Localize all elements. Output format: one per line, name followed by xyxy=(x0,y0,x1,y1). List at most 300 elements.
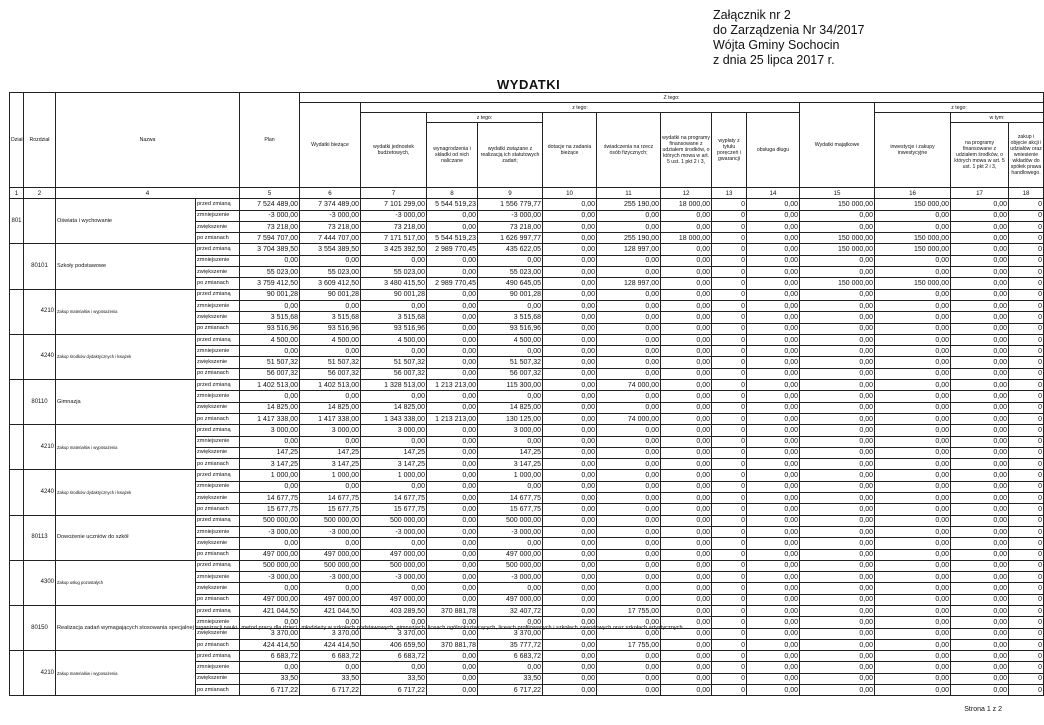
amount-cell: 0,00 xyxy=(800,368,875,379)
row-type-label: przed zmianą xyxy=(196,515,240,526)
col-swiadczenia: świadczenia na rzecz osób fizycznych; xyxy=(597,113,661,188)
amount-cell: 0 xyxy=(712,639,747,650)
amount-cell: 0,00 xyxy=(800,639,875,650)
amount-cell: 0,00 xyxy=(747,413,800,424)
amount-cell: 3 370,00 xyxy=(300,628,361,639)
amount-cell: 0,00 xyxy=(543,605,597,616)
amount-cell: 0,00 xyxy=(240,662,300,673)
amount-cell: 0,00 xyxy=(875,267,951,278)
amount-cell: 0 xyxy=(712,662,747,673)
amount-cell: 0 xyxy=(712,233,747,244)
row-type-label: zmniejszenie xyxy=(196,481,240,492)
amount-cell: 0,00 xyxy=(875,685,951,696)
col-obsluga: obsługa długu xyxy=(747,113,800,188)
amount-cell: 0,00 xyxy=(951,481,1009,492)
amount-cell: 0,00 xyxy=(951,221,1009,232)
amount-cell: 500 000,00 xyxy=(478,560,543,571)
amount-cell: 0,00 xyxy=(800,617,875,628)
amount-cell: 0,00 xyxy=(747,685,800,696)
amount-cell: 0,00 xyxy=(427,662,478,673)
amount-cell: 5 544 519,23 xyxy=(427,199,478,210)
row-type-label: po zmianach xyxy=(196,594,240,605)
amount-cell: 0,00 xyxy=(661,323,712,334)
amount-cell: 0,00 xyxy=(597,221,661,232)
amount-cell: -3 000,00 xyxy=(478,572,543,583)
amount-cell: 0,00 xyxy=(543,538,597,549)
row-type-label: po zmianach xyxy=(196,549,240,560)
item-name: Zakup usług pozostałych xyxy=(56,560,196,605)
amount-cell: 0,00 xyxy=(597,515,661,526)
amount-cell: 0 xyxy=(1009,267,1044,278)
amount-cell: 0 xyxy=(1009,481,1044,492)
amount-cell: 0,00 xyxy=(747,605,800,616)
amount-cell: 0,00 xyxy=(543,481,597,492)
row-type-label: zwiększenie xyxy=(196,673,240,684)
amount-cell: 0,00 xyxy=(661,628,712,639)
amount-cell: 0,00 xyxy=(543,504,597,515)
amount-cell: -3 000,00 xyxy=(240,526,300,537)
amount-cell: 500 000,00 xyxy=(478,515,543,526)
amount-cell: 15 677,75 xyxy=(300,504,361,515)
amount-cell: 0 xyxy=(1009,255,1044,266)
amount-cell: 0,00 xyxy=(951,278,1009,289)
amount-cell: 0,00 xyxy=(597,685,661,696)
amount-cell: 0,00 xyxy=(543,673,597,684)
row-type-label: po zmianach xyxy=(196,459,240,470)
amount-cell: 406 659,50 xyxy=(361,639,427,650)
amount-cell: 0,00 xyxy=(543,233,597,244)
rozdzial-code: 4240 xyxy=(24,334,56,379)
amount-cell: 0 xyxy=(1009,199,1044,210)
amount-cell: 0,00 xyxy=(427,459,478,470)
amount-cell: 0,00 xyxy=(543,459,597,470)
amount-cell: 0 xyxy=(1009,368,1044,379)
amount-cell: 0,00 xyxy=(597,357,661,368)
amount-cell: 0,00 xyxy=(300,391,361,402)
attachment-header xyxy=(713,8,864,68)
amount-cell: 0,00 xyxy=(875,210,951,221)
amount-cell: 0,00 xyxy=(800,481,875,492)
amount-cell: 0,00 xyxy=(661,402,712,413)
amount-cell: 0,00 xyxy=(427,402,478,413)
amount-cell: 55 023,00 xyxy=(240,267,300,278)
amount-cell: 0 xyxy=(1009,493,1044,504)
row-type-label: po zmianach xyxy=(196,685,240,696)
amount-cell: 3 515,68 xyxy=(240,312,300,323)
amount-cell: 0,00 xyxy=(747,459,800,470)
amount-cell: 497 000,00 xyxy=(478,594,543,605)
item-name: Zakup środków dydaktycznych i książek xyxy=(56,470,196,515)
amount-cell: 0,00 xyxy=(800,673,875,684)
amount-cell: 0,00 xyxy=(800,210,875,221)
amount-cell: 0,00 xyxy=(361,662,427,673)
amount-cell: 0,00 xyxy=(427,572,478,583)
amount-cell: 0,00 xyxy=(747,481,800,492)
amount-cell: 0,00 xyxy=(427,673,478,684)
amount-cell: 0,00 xyxy=(800,662,875,673)
amount-cell: 0,00 xyxy=(800,605,875,616)
amount-cell: 0,00 xyxy=(747,300,800,311)
amount-cell: 0,00 xyxy=(951,504,1009,515)
amount-cell: 3 515,68 xyxy=(361,312,427,323)
amount-cell: 0,00 xyxy=(427,549,478,560)
row-type-label: przed zmianą xyxy=(196,380,240,391)
col-z-tego-jednostek: z tego: xyxy=(427,113,543,123)
amount-cell: 0,00 xyxy=(597,673,661,684)
amount-cell: 497 000,00 xyxy=(300,594,361,605)
amount-cell: 0,00 xyxy=(240,538,300,549)
amount-cell: 0,00 xyxy=(875,493,951,504)
amount-cell: 0 xyxy=(712,289,747,300)
amount-cell: 150 000,00 xyxy=(875,233,951,244)
rozdzial-code: 80150 xyxy=(24,605,56,650)
amount-cell: 0,00 xyxy=(661,244,712,255)
amount-cell: 33,50 xyxy=(361,673,427,684)
amount-cell: 0,00 xyxy=(427,357,478,368)
amount-cell: 0,00 xyxy=(543,628,597,639)
amount-cell: 0,00 xyxy=(800,323,875,334)
item-name: Dowożenie uczniów do szkół xyxy=(56,515,196,560)
amount-cell: 7 444 707,00 xyxy=(300,233,361,244)
amount-cell: 0,00 xyxy=(747,662,800,673)
amount-cell: 3 425 392,50 xyxy=(361,244,427,255)
dzial-code xyxy=(10,380,24,425)
amount-cell: 0 xyxy=(712,199,747,210)
amount-cell: 0,00 xyxy=(875,380,951,391)
amount-cell: 0,00 xyxy=(597,255,661,266)
amount-cell: 3 370,00 xyxy=(361,628,427,639)
amount-cell: 0,00 xyxy=(875,255,951,266)
amount-cell: 0,00 xyxy=(747,515,800,526)
amount-cell: 0,00 xyxy=(427,255,478,266)
amount-cell: 0 xyxy=(1009,323,1044,334)
amount-cell: 0,00 xyxy=(597,323,661,334)
amount-cell: 0 xyxy=(712,459,747,470)
row-type-label: zmniejszenie xyxy=(196,572,240,583)
amount-cell: 0,00 xyxy=(543,526,597,537)
amount-cell: 0,00 xyxy=(951,380,1009,391)
amount-cell: 15 677,75 xyxy=(361,504,427,515)
amount-cell: 0,00 xyxy=(747,255,800,266)
amount-cell: 0,00 xyxy=(543,289,597,300)
amount-cell: 0,00 xyxy=(800,459,875,470)
amount-cell: 0,00 xyxy=(800,289,875,300)
amount-cell: 0 xyxy=(712,504,747,515)
amount-cell: 0,00 xyxy=(747,526,800,537)
amount-cell: -3 000,00 xyxy=(361,210,427,221)
col-plan: Plan xyxy=(240,93,300,188)
amount-cell: 0,00 xyxy=(875,504,951,515)
amount-cell: 0,00 xyxy=(427,425,478,436)
amount-cell: -3 000,00 xyxy=(361,572,427,583)
row-type-label: zwiększenie xyxy=(196,357,240,368)
amount-cell: 93 516,96 xyxy=(300,323,361,334)
amount-cell: 0,00 xyxy=(361,617,427,628)
amount-cell: 500 000,00 xyxy=(240,560,300,571)
amount-cell: 0,00 xyxy=(747,493,800,504)
item-name: Gimnazja xyxy=(56,380,196,425)
amount-cell: 4 500,00 xyxy=(300,334,361,345)
amount-cell: 0,00 xyxy=(661,504,712,515)
col-index: 1 xyxy=(10,188,24,199)
amount-cell: 4 500,00 xyxy=(240,334,300,345)
amount-cell: 497 000,00 xyxy=(478,549,543,560)
amount-cell: 0,00 xyxy=(800,436,875,447)
amount-cell: 0,00 xyxy=(747,673,800,684)
amount-cell: 147,25 xyxy=(300,447,361,458)
amount-cell: 0,00 xyxy=(661,300,712,311)
dzial-code xyxy=(10,560,24,605)
rozdzial-code: 4210 xyxy=(24,651,56,696)
amount-cell: 0,00 xyxy=(300,346,361,357)
amount-cell: 0,00 xyxy=(800,560,875,571)
amount-cell: 130 125,00 xyxy=(478,413,543,424)
amount-cell: 0 xyxy=(712,346,747,357)
col-programy: wydatki na programy finansowane z udziałem środków, o których mowa w art. 5 ust. 1 pkt 2 i 3, xyxy=(661,113,712,188)
amount-cell: 0,00 xyxy=(951,662,1009,673)
table-row xyxy=(10,425,1044,436)
amount-cell: 0,00 xyxy=(543,244,597,255)
amount-cell: 0,00 xyxy=(747,334,800,345)
amount-cell: 0,00 xyxy=(597,267,661,278)
amount-cell: 0,00 xyxy=(800,526,875,537)
amount-cell: 0 xyxy=(1009,346,1044,357)
amount-cell: 0,00 xyxy=(427,515,478,526)
issue-date: z dnia 25 lipca 2017 r. xyxy=(713,53,835,67)
amount-cell: 3 515,68 xyxy=(300,312,361,323)
amount-cell: 0 xyxy=(712,334,747,345)
rozdzial-code: 80101 xyxy=(24,244,56,289)
amount-cell: 6 683,72 xyxy=(478,651,543,662)
amount-cell: 0,00 xyxy=(747,470,800,481)
amount-cell: 0,00 xyxy=(747,267,800,278)
amount-cell: 128 997,00 xyxy=(597,244,661,255)
amount-cell: 150 000,00 xyxy=(875,199,951,210)
amount-cell: 14 677,75 xyxy=(361,493,427,504)
amount-cell: 0,00 xyxy=(543,425,597,436)
amount-cell: 0,00 xyxy=(597,549,661,560)
amount-cell: 0 xyxy=(1009,470,1044,481)
amount-cell: 0 xyxy=(712,685,747,696)
amount-cell: 0,00 xyxy=(951,673,1009,684)
amount-cell: 56 007,32 xyxy=(478,368,543,379)
amount-cell: 90 001,28 xyxy=(240,289,300,300)
table-header xyxy=(10,93,1044,199)
amount-cell: 0,00 xyxy=(875,323,951,334)
amount-cell: 0,00 xyxy=(300,583,361,594)
table-row xyxy=(10,560,1044,571)
amount-cell: -3 000,00 xyxy=(361,526,427,537)
amount-cell: 0,00 xyxy=(951,617,1009,628)
amount-cell: 0,00 xyxy=(747,380,800,391)
amount-cell: 0,00 xyxy=(747,210,800,221)
amount-cell: 0,00 xyxy=(240,346,300,357)
amount-cell: 147,25 xyxy=(240,447,300,458)
amount-cell: 0,00 xyxy=(661,538,712,549)
table-row xyxy=(10,605,1044,616)
amount-cell: 0,00 xyxy=(800,334,875,345)
table-row xyxy=(10,470,1044,481)
amount-cell: 3 759 412,50 xyxy=(240,278,300,289)
amount-cell: 0,00 xyxy=(478,391,543,402)
amount-cell: 1 402 513,00 xyxy=(300,380,361,391)
amount-cell: 0 xyxy=(1009,221,1044,232)
amount-cell: 0,00 xyxy=(427,493,478,504)
amount-cell: 0,00 xyxy=(951,436,1009,447)
amount-cell: 0,00 xyxy=(747,628,800,639)
amount-cell: 0,00 xyxy=(427,651,478,662)
amount-cell: 0,00 xyxy=(951,560,1009,571)
col-index: 16 xyxy=(875,188,951,199)
amount-cell: 0,00 xyxy=(478,583,543,594)
amount-cell: -3 000,00 xyxy=(300,526,361,537)
amount-cell: 0,00 xyxy=(747,346,800,357)
col-index: 15 xyxy=(800,188,875,199)
amount-cell: 150 000,00 xyxy=(800,244,875,255)
col-index: 7 xyxy=(361,188,427,199)
amount-cell: 0,00 xyxy=(597,572,661,583)
amount-cell: 0 xyxy=(712,493,747,504)
table-row xyxy=(10,289,1044,300)
amount-cell: 0 xyxy=(712,255,747,266)
amount-cell: 0,00 xyxy=(661,481,712,492)
amount-cell: 0,00 xyxy=(661,459,712,470)
amount-cell: 0,00 xyxy=(427,470,478,481)
amount-cell: 0,00 xyxy=(875,312,951,323)
amount-cell: 33,50 xyxy=(240,673,300,684)
col-index: 8 xyxy=(427,188,478,199)
amount-cell: 0,00 xyxy=(747,368,800,379)
amount-cell: 0 xyxy=(1009,583,1044,594)
amount-cell: 150 000,00 xyxy=(875,278,951,289)
amount-cell: 0,00 xyxy=(478,617,543,628)
amount-cell: 0,00 xyxy=(747,233,800,244)
amount-cell: 0 xyxy=(712,413,747,424)
regulation-number: do Zarządzenia Nr 34/2017 xyxy=(713,23,865,37)
amount-cell: 0,00 xyxy=(661,221,712,232)
amount-cell: 0,00 xyxy=(361,346,427,357)
amount-cell: -3 000,00 xyxy=(300,572,361,583)
amount-cell: 0 xyxy=(712,357,747,368)
amount-cell: 0,00 xyxy=(543,549,597,560)
col-index: 5 xyxy=(240,188,300,199)
amount-cell: 0,00 xyxy=(427,436,478,447)
dzial-code xyxy=(10,470,24,515)
amount-cell: 0,00 xyxy=(478,346,543,357)
row-type-label: zmniejszenie xyxy=(196,391,240,402)
amount-cell: 0 xyxy=(712,368,747,379)
amount-cell: 0,00 xyxy=(427,346,478,357)
amount-cell: 0,00 xyxy=(240,255,300,266)
amount-cell: 0 xyxy=(712,323,747,334)
amount-cell: 0 xyxy=(1009,515,1044,526)
amount-cell: 424 414,50 xyxy=(300,639,361,650)
amount-cell: 17 755,00 xyxy=(597,639,661,650)
row-type-label: po zmianach xyxy=(196,413,240,424)
amount-cell: 0,00 xyxy=(661,515,712,526)
col-zakup-akcji: zakup i objęcie akcji i udziałów oraz wniesienie wkładów do spółek prawa handlowego. xyxy=(1009,123,1044,188)
amount-cell: 0,00 xyxy=(427,312,478,323)
amount-cell: 7 374 489,00 xyxy=(300,199,361,210)
amount-cell: 15 677,75 xyxy=(478,504,543,515)
amount-cell: 0,00 xyxy=(800,402,875,413)
row-type-label: zwiększenie xyxy=(196,628,240,639)
amount-cell: 255 190,00 xyxy=(597,199,661,210)
amount-cell: 2 989 770,45 xyxy=(427,278,478,289)
amount-cell: 0,00 xyxy=(875,639,951,650)
amount-cell: 73 218,00 xyxy=(478,221,543,232)
amount-cell: 51 507,32 xyxy=(361,357,427,368)
amount-cell: 0,00 xyxy=(951,413,1009,424)
amount-cell: 93 516,96 xyxy=(361,323,427,334)
amount-cell: 0,00 xyxy=(800,267,875,278)
amount-cell: 0,00 xyxy=(951,210,1009,221)
amount-cell: 33,50 xyxy=(478,673,543,684)
amount-cell: 0,00 xyxy=(875,526,951,537)
amount-cell: 0 xyxy=(1009,685,1044,696)
amount-cell: 0,00 xyxy=(875,605,951,616)
amount-cell: 0,00 xyxy=(543,391,597,402)
rozdzial-code: 4210 xyxy=(24,425,56,470)
amount-cell: 0,00 xyxy=(875,673,951,684)
amount-cell: 0,00 xyxy=(951,549,1009,560)
amount-cell: 0 xyxy=(712,447,747,458)
amount-cell: 0,00 xyxy=(800,380,875,391)
amount-cell: 0,00 xyxy=(800,628,875,639)
col-index: 14 xyxy=(747,188,800,199)
col-rozdzial: Rozdział xyxy=(24,93,56,188)
amount-cell: 0 xyxy=(1009,673,1044,684)
amount-cell: 0,00 xyxy=(875,470,951,481)
amount-cell: 0,00 xyxy=(543,346,597,357)
amount-cell: 0,00 xyxy=(427,221,478,232)
amount-cell: 0,00 xyxy=(240,481,300,492)
amount-cell: 0,00 xyxy=(661,493,712,504)
amount-cell: 255 190,00 xyxy=(597,233,661,244)
amount-cell: 1 213 213,00 xyxy=(427,380,478,391)
row-type-label: zwiększenie xyxy=(196,267,240,278)
amount-cell: 0,00 xyxy=(875,459,951,470)
amount-cell: 0,00 xyxy=(747,221,800,232)
amount-cell: 0 xyxy=(712,436,747,447)
item-name: Oświata i wychowanie xyxy=(56,199,196,244)
amount-cell: 0 xyxy=(1009,334,1044,345)
amount-cell: -3 000,00 xyxy=(240,210,300,221)
amount-cell: 0,00 xyxy=(427,447,478,458)
amount-cell: -3 000,00 xyxy=(478,526,543,537)
amount-cell: 435 622,05 xyxy=(478,244,543,255)
amount-cell: 1 402 513,00 xyxy=(240,380,300,391)
amount-cell: 0,00 xyxy=(661,662,712,673)
amount-cell: 0,00 xyxy=(747,504,800,515)
amount-cell: 0,00 xyxy=(661,436,712,447)
amount-cell: 0 xyxy=(1009,447,1044,458)
amount-cell: 0,00 xyxy=(800,312,875,323)
col-zwiazane: wydatki związane z realizacją ich statutowych zadań; xyxy=(478,123,543,188)
amount-cell: 0 xyxy=(1009,244,1044,255)
amount-cell: 0,00 xyxy=(597,402,661,413)
amount-cell: 3 147,25 xyxy=(300,459,361,470)
amount-cell: 0 xyxy=(1009,391,1044,402)
amount-cell: 7 524 489,00 xyxy=(240,199,300,210)
amount-cell: 0,00 xyxy=(597,651,661,662)
amount-cell: 497 000,00 xyxy=(240,549,300,560)
amount-cell: 0,00 xyxy=(875,221,951,232)
amount-cell: 150 000,00 xyxy=(800,233,875,244)
amount-cell: 0,00 xyxy=(543,470,597,481)
amount-cell: 0,00 xyxy=(875,549,951,560)
amount-cell: 0,00 xyxy=(427,504,478,515)
